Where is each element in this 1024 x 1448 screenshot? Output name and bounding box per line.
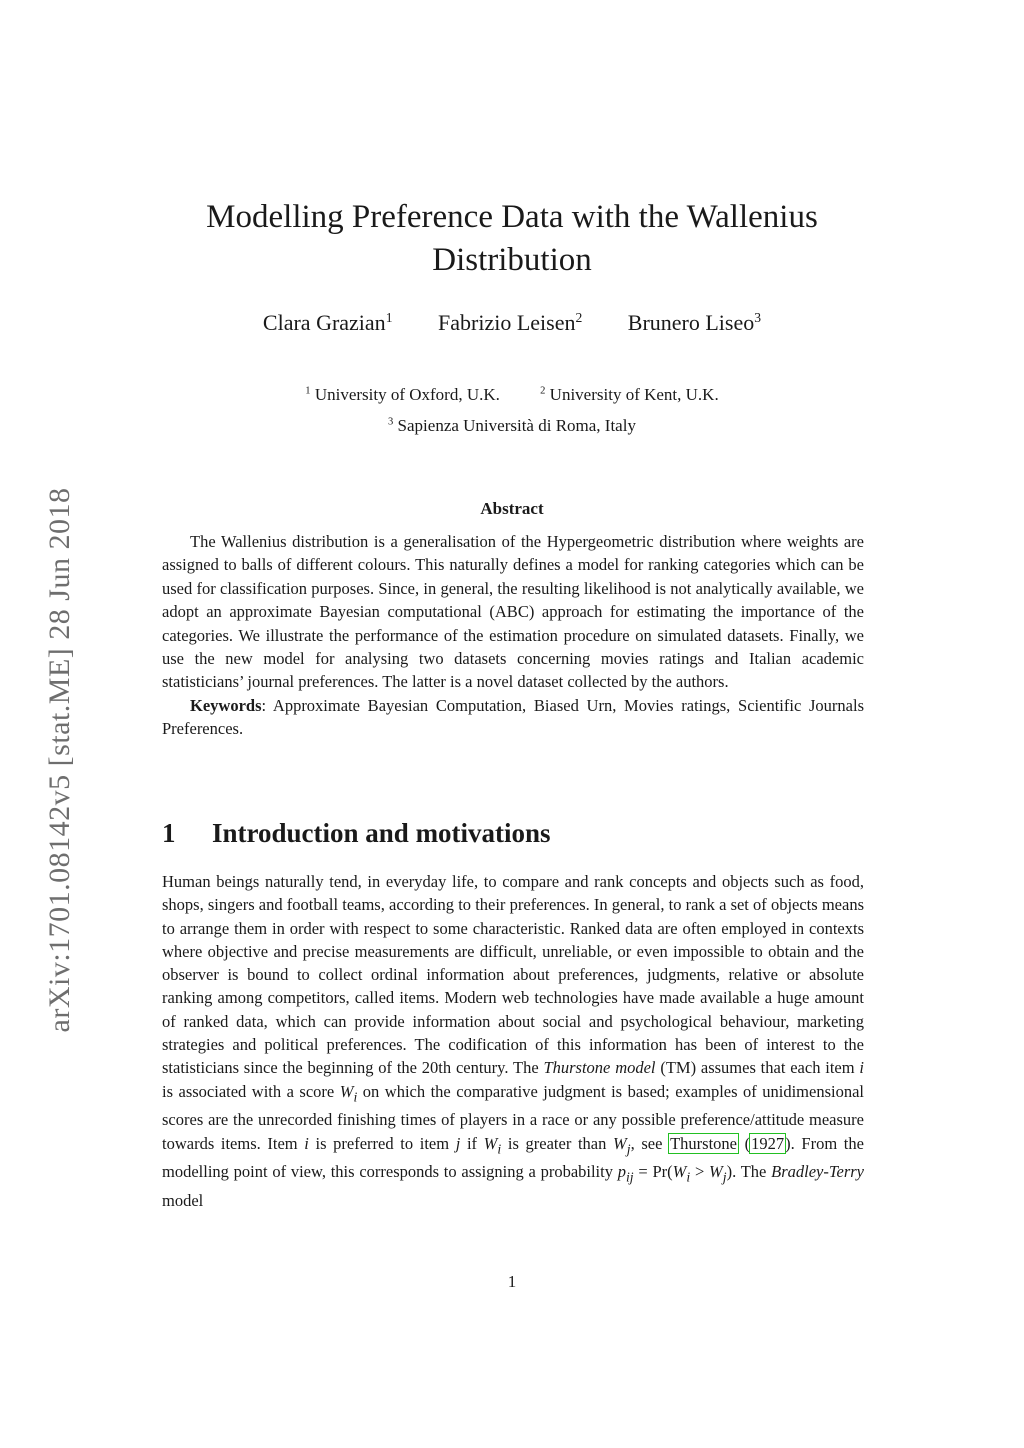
section-heading (162, 818, 551, 849)
affiliation-row-2 (150, 416, 874, 436)
section-number: 1 (162, 818, 176, 848)
intro-paragraph: Human beings naturally tend, in everyday life, to compare and rank concepts and objects such as food, shops, singers and football teams, according to their preferences. In general, to rank a set of objects means to arrange them in order with respect to some characteristic. Ranked data are often employed in contexts where objective and precise measurements are difficult, unreliable, or even impossible to obtain and the observer is bound to collect ordinal information about preferences, judgments, relative or absolute ranking among competitors, called items. Modern web technologies have made available a huge amount of ranked data, which can provide information about social and psychological behaviour, marketing strategies and political preferences. The codification of this information has been of interest to the statisticians since the beginning of the 20th century. The Thurstone model (TM) assumes that each item i is associated with a score $W_i$ on which the comparative judgment is based; examples of unidimensional scores are the unrecorded finishing times of players in a race or any possible preference/attitude measure towards items. Item i is preferred to item j if $W_i$ is greater than $W_j$, see Thurstone (1927). From the modelling point of view, this corresponds to assigning a probability $p_{ij} = Pr(W_i > W_j)$. The Bradley-Terry model (162, 872, 864, 1210)
section-title: Introduction and motivations (212, 818, 551, 848)
page-number: 1 (507, 1272, 517, 1291)
abstract (162, 530, 864, 741)
affiliation: $^2$ University of Kent, U.K. (540, 385, 719, 404)
citation-link-year[interactable]: 1927 (751, 1133, 785, 1153)
abstract-heading: Abstract (480, 499, 544, 518)
citation-link-author[interactable]: Thurstone (670, 1133, 737, 1153)
keywords-text: : Approximate Bayesian Computation, Biased Urn, Movies ratings, Scientific Journals Preferences. (162, 695, 864, 739)
author: Brunero Liseo$^3$ (627, 309, 762, 335)
author: Fabrizio Leisen$^2$ (438, 309, 583, 335)
title-line-2: Distribution (432, 242, 592, 278)
author: Clara Grazian$^1$ (262, 309, 393, 335)
abstract-text: The Wallenius distribution is a generalisation of the Hypergeometric distribution where weights are assigned to balls of different colours. This naturally defines a model for ranking categories which can be used for classification purposes. Since, in general, the resulting likelihood is not analytically available, we adopt an approximate Bayesian computational (ABC) approach for estimating the importance of the categories. We illustrate the performance of the estimation procedure on simulated datasets. Finally, we use the new model for analysing two datasets concerning movies ratings and Italian academic statisticians’ journal preferences. The latter is a novel dataset collected by the authors. (162, 532, 864, 692)
affiliation-row-1 (150, 385, 874, 405)
affiliation: $^1$ University of Oxford, U.K. (305, 385, 500, 404)
title-line-1: Modelling Preference Data with the Wallenius (206, 199, 818, 235)
keywords (162, 694, 864, 741)
keywords-label: Keywords (190, 695, 262, 715)
affiliation: $^3$ Sapienza Università di Roma, Italy (388, 416, 636, 435)
arxiv-stamp: arXiv:1701.08142v5 [stat.ME] 28 Jun 2018 (43, 487, 76, 1033)
author-list (150, 310, 874, 336)
paper-title (150, 196, 874, 282)
